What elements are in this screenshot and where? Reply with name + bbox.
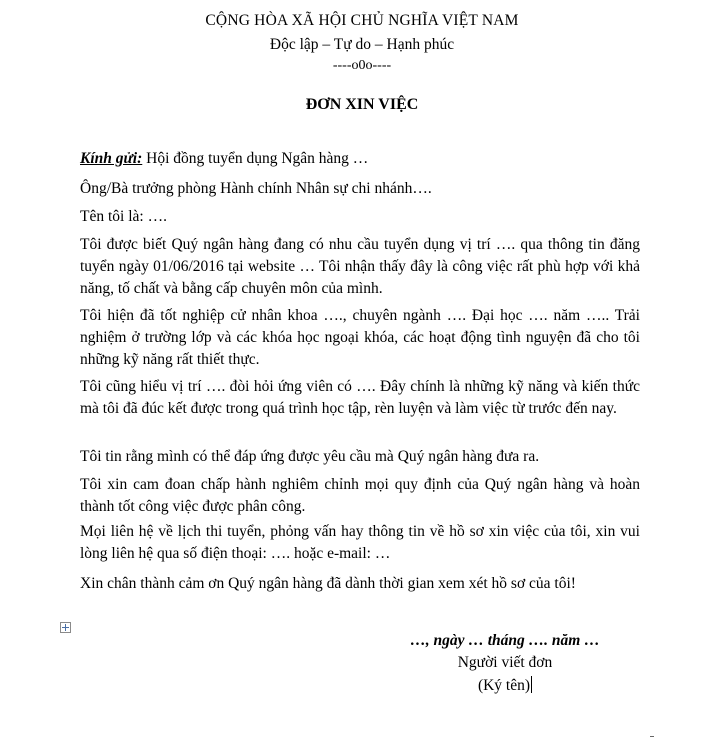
page-corner-mark — [650, 736, 654, 737]
paragraph: Ông/Bà trưởng phòng Hành chính Nhân sự chi nhánh…. — [80, 180, 432, 197]
signature-role: Người viết đơn — [457, 654, 553, 671]
signature-note: (Ký tên) — [477, 677, 531, 694]
paragraph: Tôi tin rằng mình có thể đáp ứng được yêu cầu mà Quý ngân hàng đưa ra. — [80, 448, 540, 465]
document-title: ĐƠN XIN VIỆC — [305, 96, 419, 113]
paragraph: Tôi được biết Quý ngân hàng đang có nhu cầu tuyển dụng vị trí …. qua thông tin đăng tuyển ngày 01/06/2016 tại website … Tôi nhận thấy đây là công việc rất phù hợp với khả năng, tố chất và bằng cấp chuyên môn của mình. — [80, 236, 640, 297]
paragraph: Mọi liên hệ về lịch thi tuyển, phỏng vấn hay thông tin về hồ sơ xin việc của tôi, xin vui lòng liên hệ qua số điện thoại: …. hoặc e-mail: … — [80, 523, 640, 562]
signature-date-line: …, ngày … tháng …. năm … — [410, 632, 600, 649]
nation-heading: CỘNG HÒA XÃ HỘI CHỦ NGHĨA VIỆT NAM — [205, 12, 519, 29]
paragraph: Xin chân thành cảm ơn Quý ngân hàng đã dành thời gian xem xét hồ sơ của tôi! — [80, 575, 576, 592]
table-move-handle-icon[interactable] — [60, 622, 71, 633]
motto-heading: Độc lập – Tự do – Hạnh phúc — [269, 36, 455, 53]
text-cursor — [531, 676, 532, 693]
recipient-label: Kính gửi: — [80, 150, 143, 167]
recipient-line — [80, 148, 640, 170]
signature-note-line — [380, 676, 630, 695]
paragraph: Tôi hiện đã tốt nghiệp cử nhân khoa …., chuyên ngành …. Đại học …. năm ….. Trải nghiệm ở trường lớp và các khóa học ngoại khóa, các hoạt động tình nguyện đã cho tôi những kỹ năng rất thiết thực. — [80, 307, 640, 368]
recipient-text: Hội đồng tuyển dụng Ngân hàng … — [142, 150, 369, 167]
paragraph: Tôi xin cam đoan chấp hành nghiêm chỉnh mọi quy định của Quý ngân hàng và hoàn thành tốt công việc được phân công. — [80, 476, 640, 515]
heading-separator: ----o0o---- — [332, 58, 392, 73]
paragraph: Tôi cũng hiểu vị trí …. đòi hỏi ứng viên có …. Đây chính là những kỹ năng và kiến thức mà tôi đã đúc kết được trong quá trình học tập, rèn luyện và làm việc từ trước đến nay. — [80, 378, 640, 417]
paragraph: Tên tôi là: …. — [80, 208, 167, 225]
